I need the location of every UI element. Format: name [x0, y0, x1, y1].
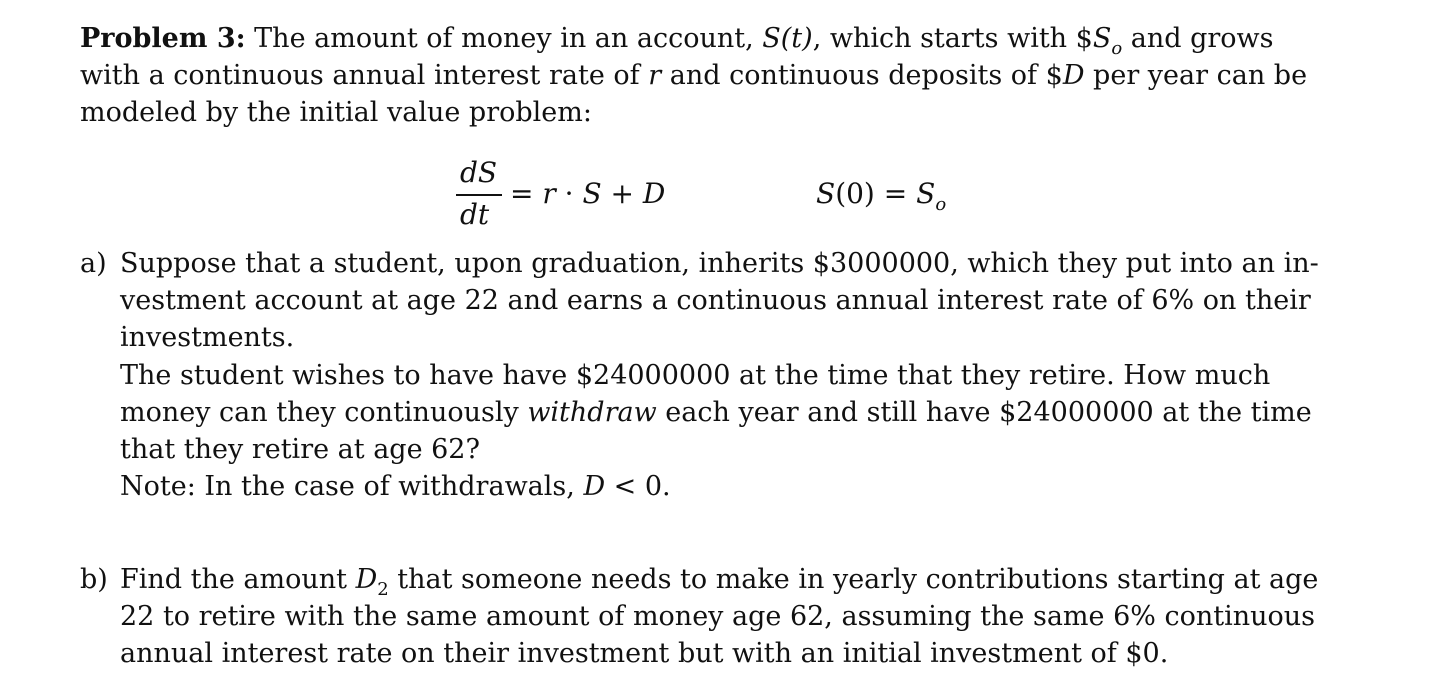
ic-rhs: S [916, 177, 936, 210]
fraction-numerator: dS [460, 156, 498, 189]
intro-var-r: r [648, 60, 662, 91]
part-b-line-1a: Find the amount [120, 564, 356, 595]
part-a-note [120, 468, 671, 505]
problem-heading: Problem 3: [80, 23, 246, 54]
part-b-line-1b: that someone needs to make in yearly contributions starting at age [388, 564, 1319, 595]
intro-var-s: S [1092, 23, 1112, 54]
initial-condition [816, 177, 947, 215]
rhs-dot: · [555, 177, 583, 210]
problem-intro-line-2 [80, 57, 1307, 94]
intro-text-1b: , which starts with $ [812, 23, 1093, 54]
equals-sign: = [510, 177, 543, 210]
note-var-d: D [583, 471, 606, 502]
part-a-line-4: The student wishes to have have $24000000 at the time that they retire. How much [120, 360, 1271, 391]
part-b-var-d: D [355, 564, 378, 595]
part-a-line-6: that they retire at age 62? [120, 434, 480, 465]
intro-text-2b: and continuous deposits of $ [669, 60, 1063, 91]
rhs-plus: + [601, 177, 643, 210]
withdraw-emphasis: withdraw [527, 397, 657, 428]
rhs-d: D [642, 177, 666, 210]
part-a-line-5a: money can they continuously [120, 397, 528, 428]
fraction-denominator: dt [460, 198, 490, 231]
intro-text-2c: per year can be [1084, 60, 1308, 91]
intro-text-2a: with a continuous annual interest rate of [80, 60, 640, 91]
rhs-r: r [542, 177, 556, 210]
ic-sub: o [935, 194, 947, 215]
rhs-s: S [582, 177, 602, 210]
intro-var-d: D [1062, 60, 1085, 91]
intro-text-1c: and grows [1122, 23, 1274, 54]
part-b-line-2: 22 to retire with the same amount of money age 62, assuming the same 6% continuous [120, 601, 1316, 632]
fraction-bar [456, 194, 502, 196]
ic-arg: (0) = [835, 177, 917, 210]
part-a-line-5 [120, 394, 1312, 431]
differential-equation [452, 150, 972, 240]
part-b-label: b) [80, 564, 108, 595]
intro-func: S(t) [762, 23, 813, 54]
problem-intro-line-3: modeled by the initial value problem: [80, 97, 592, 128]
part-a-line-3: investments. [120, 322, 295, 353]
part-a-label: a) [80, 248, 107, 279]
ic-lhs: S [816, 177, 836, 210]
problem-intro-line-1 [80, 20, 1274, 60]
intro-text-1a: The amount of money in an account, [254, 23, 754, 54]
equation-rhs [510, 177, 665, 210]
part-b-line-1 [120, 561, 1318, 601]
part-b-var-sub: 2 [377, 579, 389, 600]
part-b-line-3: annual interest rate on their investment but with an initial investment of $0. [120, 638, 1169, 669]
note-text-b: < 0. [605, 471, 671, 502]
part-a-line-5b: each year and still have $24000000 at the time [656, 397, 1312, 428]
part-a-line-1: Suppose that a student, upon graduation, inherits $3000000, which they put into an in- [120, 248, 1319, 279]
part-a-line-2: vestment account at age 22 and earns a continuous annual interest rate of 6% on their [120, 285, 1311, 316]
note-text-a: Note: In the case of withdrawals, [120, 471, 584, 502]
intro-var-sub: o [1111, 38, 1123, 59]
